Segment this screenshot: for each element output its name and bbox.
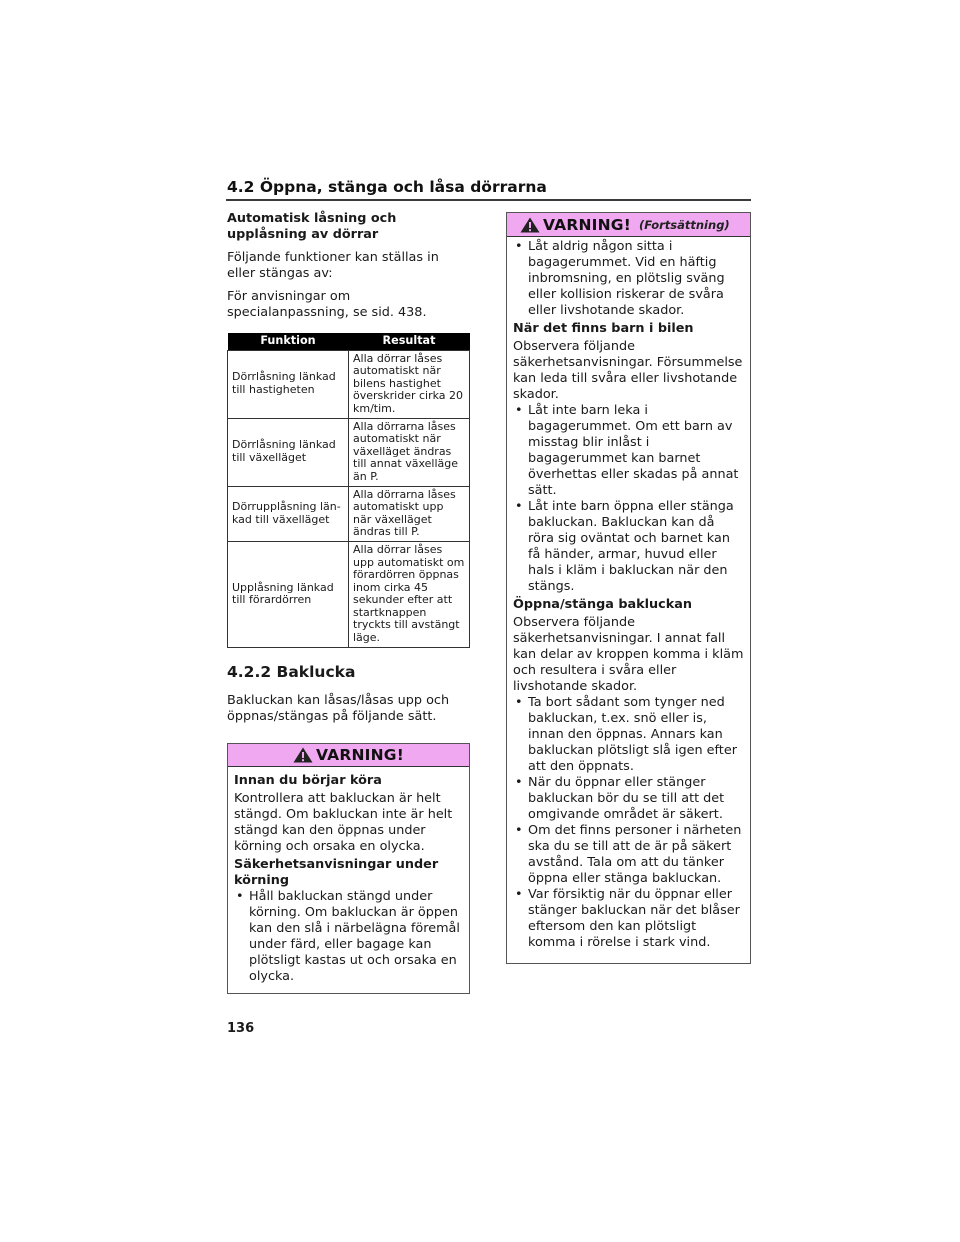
list-item: • Om det finns personer i närheten ska du se till att de är på säkert avstånd. Tala om att du tänker öppna eller stänga bakluckan. [515,823,742,886]
right-column [506,212,751,964]
table-cell-funktion: Dörrlåsning länkad till växelläget [228,418,349,486]
section-text: Bakluckan kan låsas/låsas upp och öppnas/stängas på följande sätt. [227,692,450,724]
table-header-funktion: Funktion [228,333,349,350]
warning-text: Observera följande säkerhetsanvisningar. I annat fall kan delar av kroppen komma i kläm och resultera i svåra eller livshotande skador. [513,615,744,694]
warning-subheading: När det finns barn i bilen [513,321,694,336]
table-cell-resultat: Alla dörrar låses upp automatiskt om förardörren öppnas inom cirka 45 sekunder efter att startknappen tryckts till avstängt läge. [349,541,470,647]
bullet-dot-icon: • [515,239,523,254]
bullet-dot-icon: • [236,888,244,904]
table-cell-funktion: Dörrlåsning länkad till hastigheten [228,350,349,418]
warning-bullet-list [513,403,744,595]
page-number: 136 [227,1021,255,1036]
list-item: • Ta bort sådant som tynger ned bakluckan, t.ex. snö eller is, innan den öppnas. Annars kan bakluckan plötsligt slå igen efter att den öppnats. [515,695,737,774]
warning-box [227,743,470,994]
warning-triangle-icon [293,747,313,763]
warning-bullet-list [234,889,463,985]
table-cell-funktion: Dörrupplåsning län-kad till växelläget [228,486,349,541]
section-title: 4.2.2 Baklucka [227,662,356,681]
warning-text: Kontrollera att bakluckan är helt stängd. Om bakluckan inte är helt stängd kan den öppnas under körning och orsaka en olycka. [234,790,453,854]
list-item: • Låt aldrig någon sitta i bagagerummet. Vid en häftig inbromsning, en plötslig sväng eller kollision riskerar de svåra eller livshotande skador. [515,239,725,318]
warning-bullet-list [513,695,744,951]
list-item: • Låt inte barn öppna eller stänga bakluckan. Bakluckan kan då röra sig oväntat och barnet kan få händer, armar, huvud eller hals i kläm i bakluckan när den stängs. [515,499,734,594]
table-cell-resultat: Alla dörrarna låses automatiskt när växelläget ändras till annat växelläge än P. [349,418,470,486]
header-divider [226,199,751,201]
table-header-resultat: Resultat [349,333,470,350]
warning-continued-label: (Fortsättning) [638,217,730,232]
intro-text-1: Följande funktioner kan ställas in eller stängas av: [227,250,439,281]
list-item: • Låt inte barn leka i bagagerummet. Om ett barn av misstag blir inlåst i bagagerummet kan barnet överhettas eller skadas på annat sätt. [515,403,739,498]
table-cell-resultat: Alla dörrarna låses automatiskt upp när växelläget ändras till P. [349,486,470,541]
warning-bullet-list [513,239,744,319]
left-column [227,211,470,994]
warning-triangle-icon [520,217,540,233]
warning-box-continued [506,212,751,964]
chapter-title: 4.2 Öppna, stänga och låsa dörrarna [227,178,547,196]
warning-body [228,767,469,993]
function-table [227,333,470,648]
bullet-dot-icon: • [515,775,523,790]
warning-header [507,213,750,237]
table-row [228,486,470,541]
table-cell-funktion: Upplåsning länkad till förardörren [228,541,349,647]
warning-text: Observera följande säkerhetsanvisningar. Försummelse kan leda till svåra eller livshotande skador. [513,339,743,402]
warning-body [507,237,750,963]
table-row [228,541,470,647]
intro-text-2: För anvisningar om specialanpassning, se sid. 438. [227,289,427,320]
warning-subheading: Säkerhetsanvisningar under körning [234,856,439,888]
warning-header [228,744,469,767]
warning-title: VARNING! [543,215,631,234]
table-row [228,350,470,418]
list-item: • Håll bakluckan stängd under körning. Om bakluckan är öppen kan den slå i närbelägna föremål under färd, eller bagage kan plötsligt kastas ut och orsaka en olycka. [236,888,460,984]
table-row [228,418,470,486]
bullet-dot-icon: • [515,499,523,514]
table-cell-resultat: Alla dörrar låses automatiskt när bilens hastighet överskrider cirka 20 km/tim. [349,350,470,418]
warning-subheading: Öppna/stänga bakluckan [513,597,692,612]
bullet-dot-icon: • [515,695,523,710]
auto-lock-heading: Automatisk låsning och upplåsning av dörrar [227,211,397,242]
bullet-dot-icon: • [515,887,523,902]
warning-title: VARNING! [316,745,404,764]
bullet-dot-icon: • [515,403,523,418]
list-item: • Var försiktig när du öppnar eller stänger bakluckan när det blåser eftersom den kan plötsligt komma i rörelse i stark vind. [515,887,740,950]
bullet-dot-icon: • [515,823,523,838]
warning-subheading: Innan du börjar köra [234,772,382,788]
list-item: • När du öppnar eller stänger bakluckan bör du se till att det omgivande området är säkert. [515,775,725,822]
